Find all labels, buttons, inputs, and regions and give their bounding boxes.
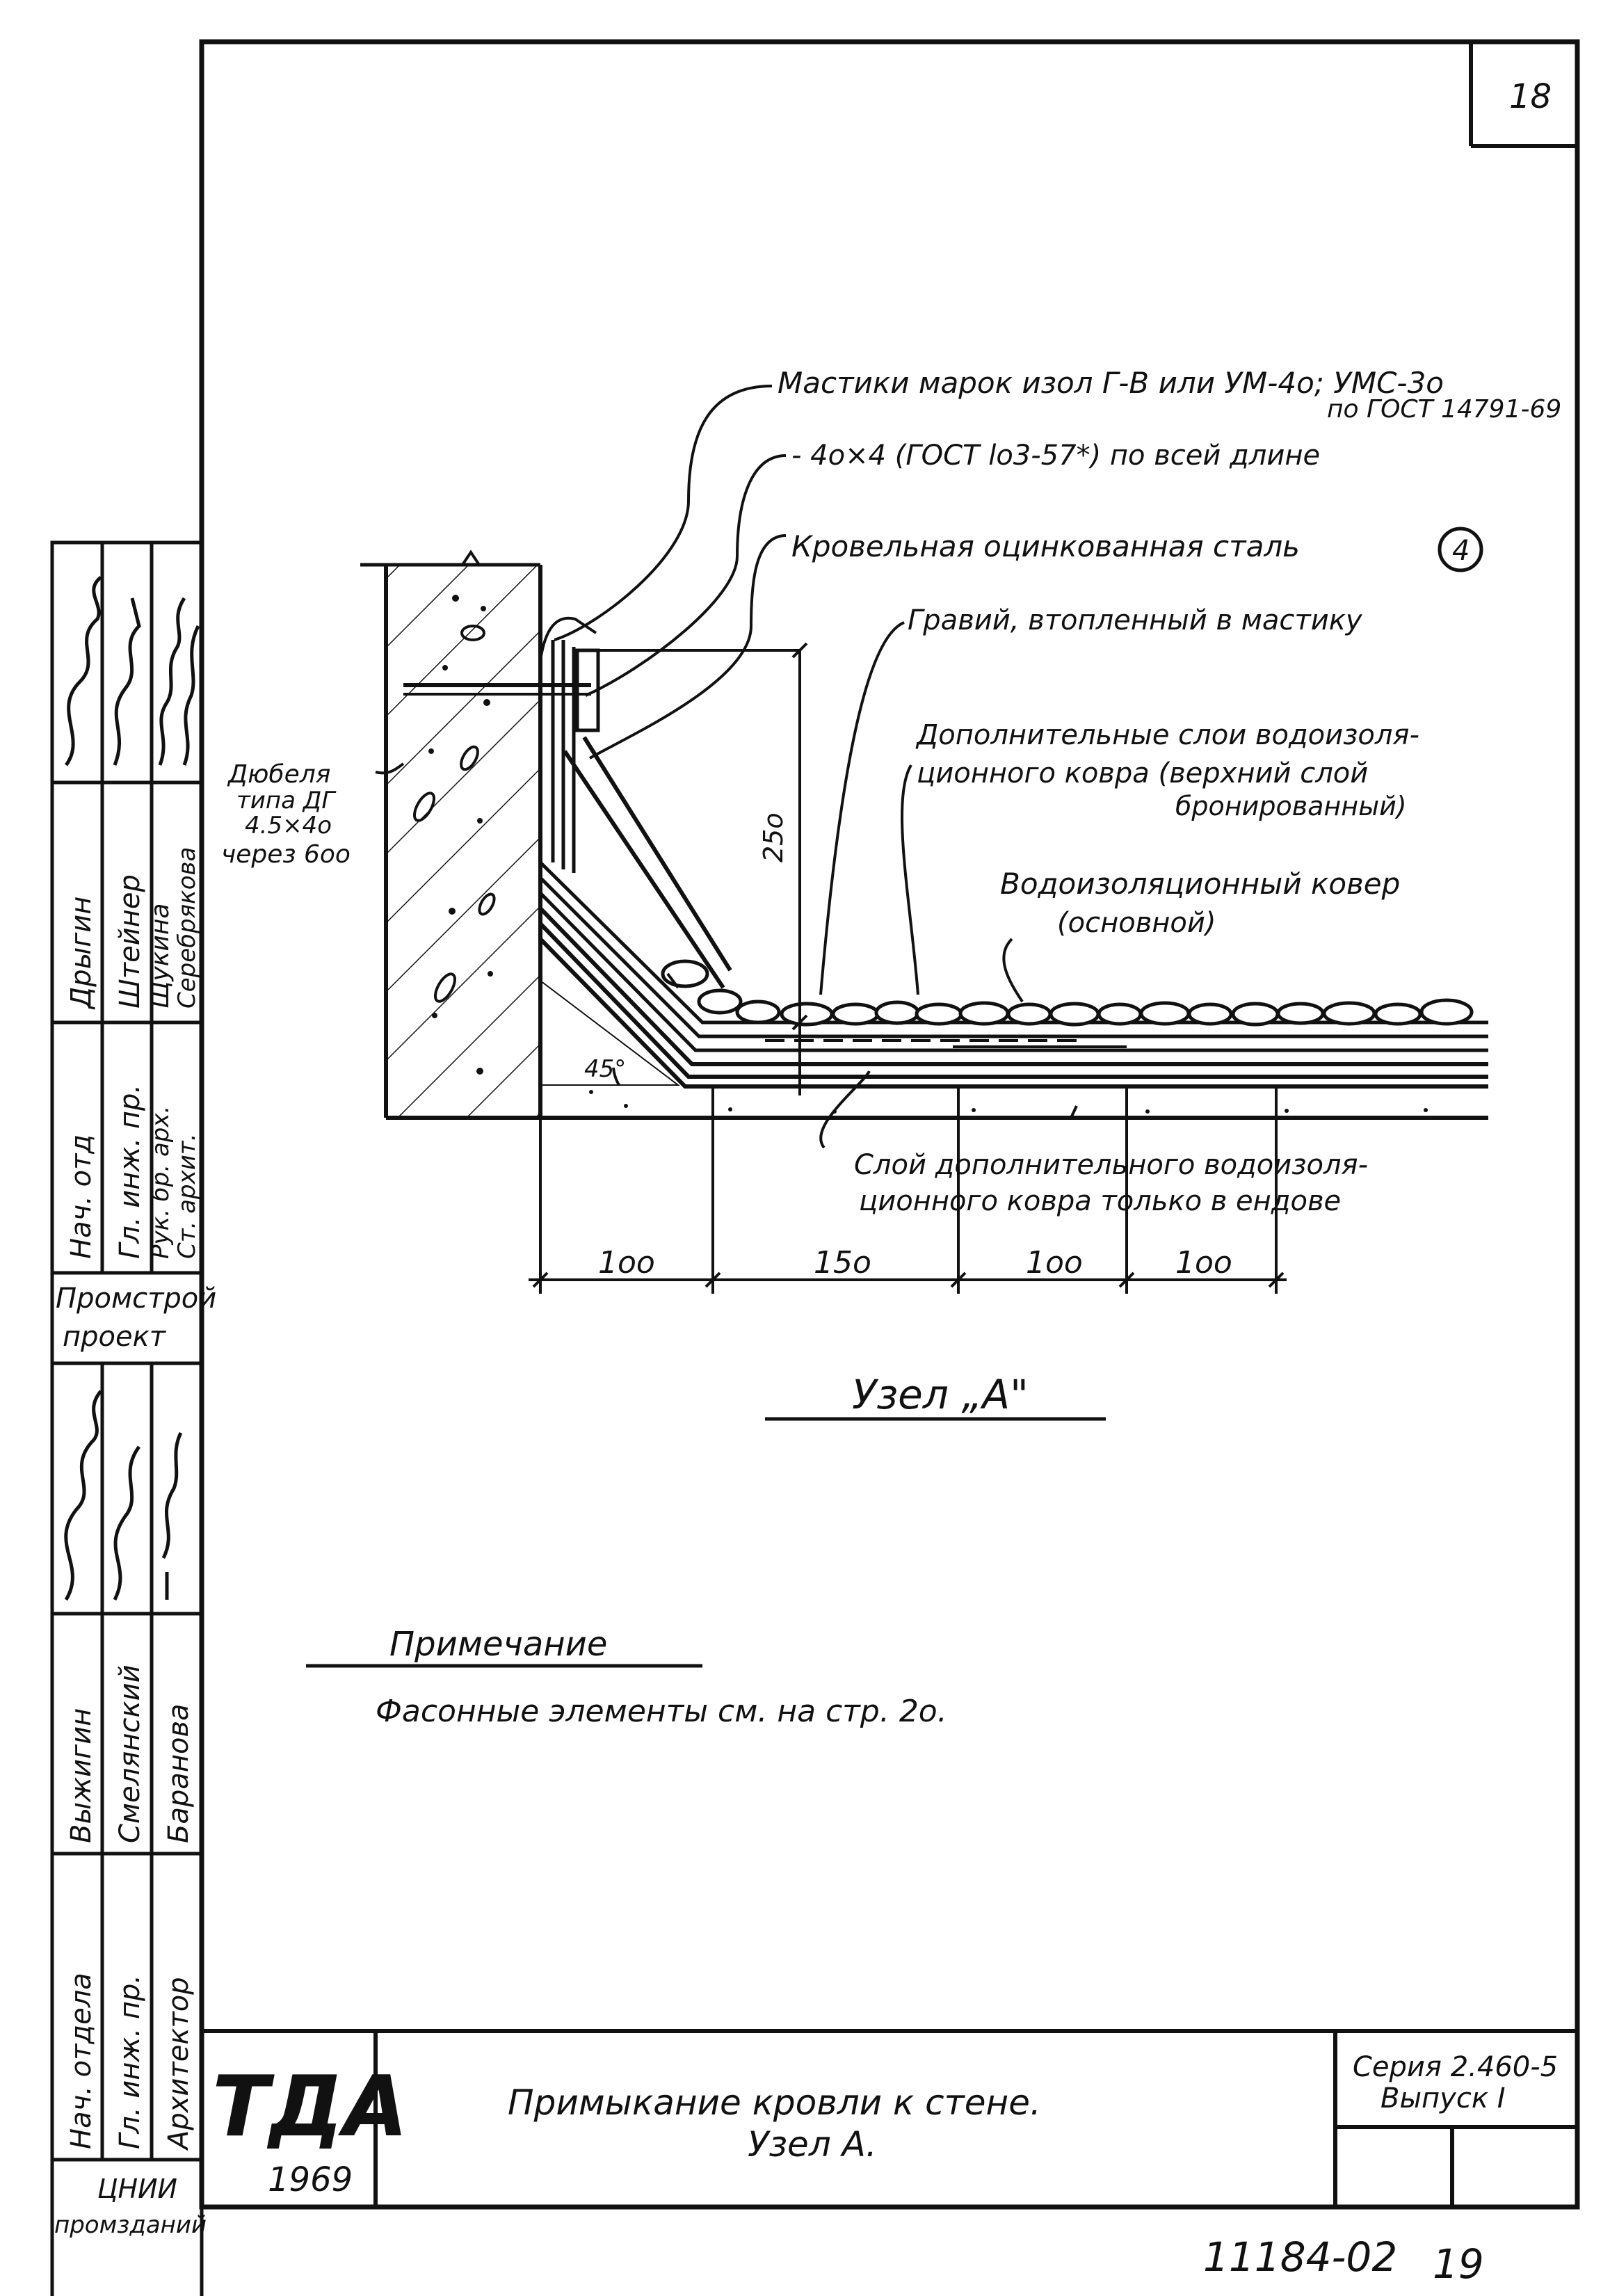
label-dowel-4: через 6оо — [221, 840, 351, 869]
upper-role-2: Гл. инж. пр. — [114, 1084, 146, 1259]
upper-name-3: Щукина — [146, 903, 175, 1009]
concrete-wall — [360, 552, 540, 1118]
label-extra-layers-2: ционного ковра (верхний слой — [917, 757, 1369, 789]
dim-3: 1оо — [1026, 1245, 1083, 1281]
signatures-lower — [66, 1391, 181, 1600]
steel-apron — [565, 737, 730, 988]
label-height-dim: 25о — [758, 812, 789, 862]
title-line-2: Узел А. — [748, 2124, 877, 2165]
upper-name-2: Штейнер — [114, 874, 146, 1009]
series-line-2: Выпуск I — [1380, 2082, 1506, 2114]
base-slab — [386, 1090, 1488, 1118]
upper-role-1: Нач. отд — [65, 1134, 97, 1259]
upper-role-4: Ст. архит. — [173, 1133, 201, 1259]
upper-name-1: Дрыгин — [65, 896, 97, 1009]
lower-name-2: Смелянский — [114, 1664, 146, 1843]
label-valley-1: Слой дополнительного водоизоля- — [854, 1149, 1369, 1181]
note-heading: Примечание — [389, 1625, 608, 1664]
signatures-upper — [66, 577, 198, 765]
lower-name-3: Баранова — [163, 1703, 195, 1843]
label-extra-layers-3: бронированный) — [1175, 791, 1407, 821]
bottom-number: 11184-02 — [1203, 2233, 1398, 2281]
label-angle: 45° — [584, 1055, 627, 1083]
page-number: 18 — [1509, 77, 1552, 116]
logo: ТДА — [212, 2059, 408, 2155]
label-main-carpet-2: (основной) — [1057, 907, 1216, 939]
org1-line-1: Промстрой — [56, 1283, 217, 1315]
node-title: Узел „А" — [852, 1371, 1029, 1418]
upper-role-3: Рук. бр. арх. — [147, 1105, 175, 1259]
note-text: Фасонные элементы см. на стр. 2о. — [376, 1694, 947, 1729]
dim-4: 1оо — [1175, 1245, 1232, 1281]
height-dimension — [793, 643, 807, 1095]
label-steel-number: 4 — [1452, 535, 1470, 567]
dim-1: 1оо — [598, 1245, 655, 1281]
org1-line-2: проект — [63, 1321, 166, 1353]
lower-role-1: Нач. отдела — [65, 1973, 97, 2149]
lower-name-1: Выжигин — [65, 1708, 97, 1843]
org2-line-2: промзданий — [54, 2211, 207, 2239]
series-line-1: Серия 2.460-5 — [1353, 2051, 1559, 2083]
lower-role-2: Гл. инж. пр. — [114, 1974, 146, 2149]
gravel — [663, 961, 1472, 1025]
lower-role-3: Архитектор — [163, 1977, 195, 2149]
upper-name-4: Серебрякова — [173, 846, 201, 1009]
title-line-1: Примыкание кровли к стене. — [508, 2082, 1041, 2123]
dim-2: 15о — [814, 1245, 871, 1281]
label-steel: Кровельная оцинкованная сталь — [791, 529, 1300, 563]
label-mastics-gost: по ГОСТ 14791-69 — [1327, 395, 1562, 424]
label-dowel-2: типа ДГ — [236, 787, 335, 814]
label-dowel-1: Дюбеля — [228, 760, 331, 789]
label-valley-2: ционного ковра только в ендове — [859, 1185, 1342, 1217]
label-dowel-3: 4.5×4о — [245, 812, 332, 840]
org2-line-1: ЦНИИ — [97, 2174, 177, 2204]
label-extra-layers-1: Дополнительные слои водоизоля- — [917, 719, 1419, 751]
label-mastics: Мастики марок изол Г-В или УМ-4о; УМС-3о — [778, 366, 1444, 400]
label-strip: - 4о×4 (ГОСТ lо3-57*) по всей длине — [791, 440, 1321, 472]
bottom-page: 19 — [1433, 2240, 1484, 2288]
label-gravel: Гравий, втопленный в мастику — [908, 604, 1362, 636]
label-main-carpet-1: Водоизоляционный ковер — [1000, 867, 1401, 901]
year: 1969 — [268, 2160, 353, 2199]
